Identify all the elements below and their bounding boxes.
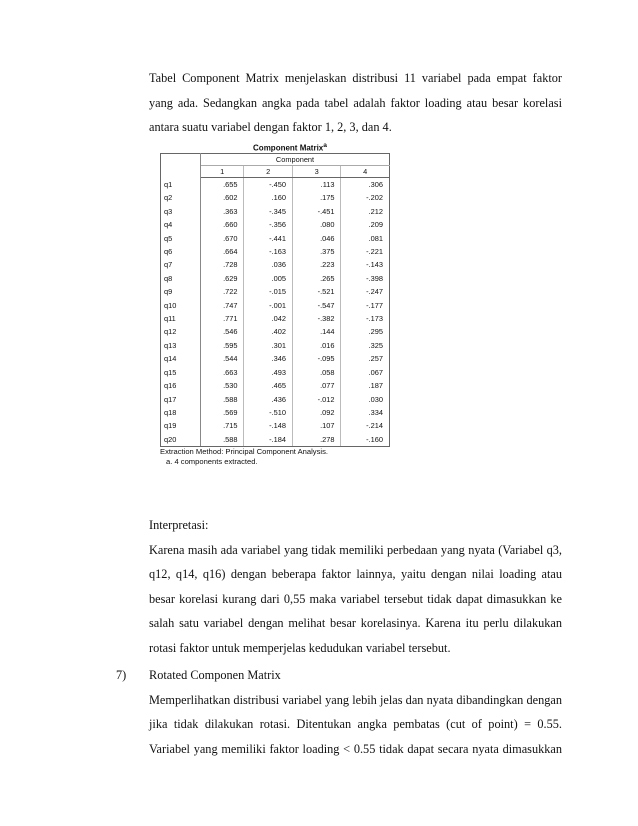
loading-cell: .080: [292, 218, 341, 231]
row-label: q9: [161, 285, 201, 298]
loading-cell: .664: [201, 245, 244, 258]
row-label: q6: [161, 245, 201, 258]
matrix-grid: [160, 153, 390, 447]
section7-line: jika tidak dilakukan rotasi. Ditentukan angka pembatas (cut of point) = 0.55.: [149, 717, 562, 732]
loading-cell: .223: [292, 258, 341, 271]
table-row: [161, 433, 390, 447]
loading-cell: .042: [244, 312, 293, 325]
table-row: [161, 245, 390, 258]
table-row: [161, 406, 390, 419]
table-row: [161, 339, 390, 352]
loading-cell: .588: [201, 393, 244, 406]
table-row: [161, 218, 390, 231]
row-label: q13: [161, 339, 201, 352]
table-row: [161, 258, 390, 271]
table-row: [161, 272, 390, 285]
loading-cell: .334: [341, 406, 390, 419]
corner-cell: [161, 154, 201, 178]
loading-cell: .265: [292, 272, 341, 285]
section7-line: Memperlihatkan distribusi variabel yang lebih jelas dan nyata dibandingkan dengan: [149, 692, 562, 707]
interpretation-line: q12, q14, q16) dengan beberapa faktor lainnya, yaitu dengan nilai loading atau: [149, 567, 562, 582]
loading-cell: .544: [201, 352, 244, 365]
interpretation-line: salah satu variabel dengan melihat besar korelasinya. Karena itu perlu dilakukan: [149, 616, 562, 631]
row-label: q5: [161, 232, 201, 245]
section-number: 7): [116, 668, 127, 682]
interpretation-heading: Interpretasi:: [149, 518, 209, 532]
row-label: q3: [161, 205, 201, 218]
row-label: q14: [161, 352, 201, 365]
row-label: q16: [161, 379, 201, 392]
loading-cell: .363: [201, 205, 244, 218]
table-row: [161, 205, 390, 218]
loading-cell: .175: [292, 191, 341, 204]
intro-line: antara suatu variabel dengan faktor 1, 2, 3, dan 4.: [149, 120, 392, 135]
table-row: [161, 352, 390, 365]
section7-title: Rotated Componen Matrix: [149, 668, 281, 682]
loading-cell: .301: [244, 339, 293, 352]
loading-cell: .771: [201, 312, 244, 325]
loading-cell: -.345: [244, 205, 293, 218]
loading-cell: -.173: [341, 312, 390, 325]
table-row: [161, 393, 390, 406]
loading-cell: .016: [292, 339, 341, 352]
loading-cell: .046: [292, 232, 341, 245]
loading-cell: -.356: [244, 218, 293, 231]
loading-cell: -.214: [341, 419, 390, 432]
interpretation-line: Karena masih ada variabel yang tidak memiliki perbedaan yang nyata (Variabel q3,: [149, 542, 562, 557]
loading-cell: .306: [341, 178, 390, 192]
loading-cell: .602: [201, 191, 244, 204]
row-label: q17: [161, 393, 201, 406]
loading-cell: -.450: [244, 178, 293, 192]
loading-cell: .629: [201, 272, 244, 285]
loading-cell: .722: [201, 285, 244, 298]
loading-cell: .209: [341, 218, 390, 231]
interpretation-line: besar korelasi kurang dari 0,55 maka variabel tersebut tidak dapat dimasukkan ke: [149, 591, 562, 606]
row-label: q12: [161, 325, 201, 338]
loading-cell: -.247: [341, 285, 390, 298]
loading-cell: .030: [341, 393, 390, 406]
loading-cell: -.441: [244, 232, 293, 245]
table-row: [161, 419, 390, 432]
column-header: 2: [244, 166, 293, 178]
loading-cell: .160: [244, 191, 293, 204]
intro-line: Tabel Component Matrix menjelaskan distribusi 11 variabel pada empat faktor: [149, 71, 562, 85]
row-label: q2: [161, 191, 201, 204]
table-title: Component Matrix$^a$: [253, 142, 327, 153]
interpretation-line: rotasi faktor untuk memperjelas kedudukan variabel tersebut.: [149, 640, 451, 655]
loading-cell: -.163: [244, 245, 293, 258]
component-header: Component: [201, 154, 390, 166]
loading-cell: .569: [201, 406, 244, 419]
loading-cell: .346: [244, 352, 293, 365]
loading-cell: .715: [201, 419, 244, 432]
table-row: [161, 379, 390, 392]
table-title-superscript: a: [323, 142, 327, 149]
loading-cell: .660: [201, 218, 244, 231]
loading-cell: .402: [244, 325, 293, 338]
loading-cell: .728: [201, 258, 244, 271]
loading-cell: .663: [201, 366, 244, 379]
loading-cell: .436: [244, 393, 293, 406]
column-header: 4: [341, 166, 390, 178]
loading-cell: .325: [341, 339, 390, 352]
component-matrix-table: [160, 138, 390, 467]
loading-cell: -.521: [292, 285, 341, 298]
row-label: q7: [161, 258, 201, 271]
loading-cell: -.012: [292, 393, 341, 406]
loading-cell: -.221: [341, 245, 390, 258]
loading-cell: .107: [292, 419, 341, 432]
section7-paragraph: [149, 663, 562, 761]
table-row: [161, 312, 390, 325]
section7-line: Variabel yang memiliki faktor loading < 0.55 tidak dapat secara nyata dimasukkan: [149, 741, 562, 756]
row-label: q18: [161, 406, 201, 419]
loading-cell: .005: [244, 272, 293, 285]
interpretation-paragraph: [149, 513, 562, 661]
column-header: 1: [201, 166, 244, 178]
loading-cell: -.143: [341, 258, 390, 271]
loading-cell: .081: [341, 232, 390, 245]
intro-line: yang ada. Sedangkan angka pada tabel adalah faktor loading atau besar korelasi: [149, 95, 562, 110]
loading-cell: .278: [292, 433, 341, 447]
loading-cell: .212: [341, 205, 390, 218]
table-row: [161, 285, 390, 298]
loading-cell: .747: [201, 299, 244, 312]
table-row: [161, 178, 390, 192]
loading-cell: -.382: [292, 312, 341, 325]
loading-cell: .375: [292, 245, 341, 258]
loading-cell: -.177: [341, 299, 390, 312]
loading-cell: .588: [201, 433, 244, 447]
table-row: [161, 299, 390, 312]
row-label: q19: [161, 419, 201, 432]
row-label: q1: [161, 178, 201, 192]
column-header: 3: [292, 166, 341, 178]
loading-cell: .113: [292, 178, 341, 192]
loading-cell: -.184: [244, 433, 293, 447]
loading-cell: .187: [341, 379, 390, 392]
loading-cell: -.148: [244, 419, 293, 432]
loading-cell: .036: [244, 258, 293, 271]
loading-cell: -.015: [244, 285, 293, 298]
loading-cell: .670: [201, 232, 244, 245]
loading-cell: .595: [201, 339, 244, 352]
loading-cell: .546: [201, 325, 244, 338]
loading-cell: -.398: [341, 272, 390, 285]
table-row: [161, 191, 390, 204]
row-label: q8: [161, 272, 201, 285]
loading-cell: .493: [244, 366, 293, 379]
intro-paragraph: [149, 66, 562, 140]
loading-cell: .295: [341, 325, 390, 338]
table-footnotes: [160, 447, 390, 467]
loading-cell: -.451: [292, 205, 341, 218]
loading-cell: .058: [292, 366, 341, 379]
loading-cell: -.202: [341, 191, 390, 204]
row-label: q15: [161, 366, 201, 379]
loading-cell: -.160: [341, 433, 390, 447]
loading-cell: .465: [244, 379, 293, 392]
loading-cell: .092: [292, 406, 341, 419]
loading-cell: .144: [292, 325, 341, 338]
table-row: [161, 325, 390, 338]
table-row: [161, 366, 390, 379]
row-label: q20: [161, 433, 201, 447]
loading-cell: .655: [201, 178, 244, 192]
row-label: q11: [161, 312, 201, 325]
row-label: q10: [161, 299, 201, 312]
loading-cell: -.547: [292, 299, 341, 312]
footnote-method: Extraction Method: Principal Component Analysis.: [160, 447, 328, 457]
loading-cell: .257: [341, 352, 390, 365]
loading-cell: .077: [292, 379, 341, 392]
loading-cell: .067: [341, 366, 390, 379]
row-label: q4: [161, 218, 201, 231]
loading-cell: -.510: [244, 406, 293, 419]
table-row: [161, 232, 390, 245]
loading-cell: .530: [201, 379, 244, 392]
loading-cell: -.095: [292, 352, 341, 365]
footnote-components: a. 4 components extracted.: [166, 457, 258, 467]
loading-cell: -.001: [244, 299, 293, 312]
